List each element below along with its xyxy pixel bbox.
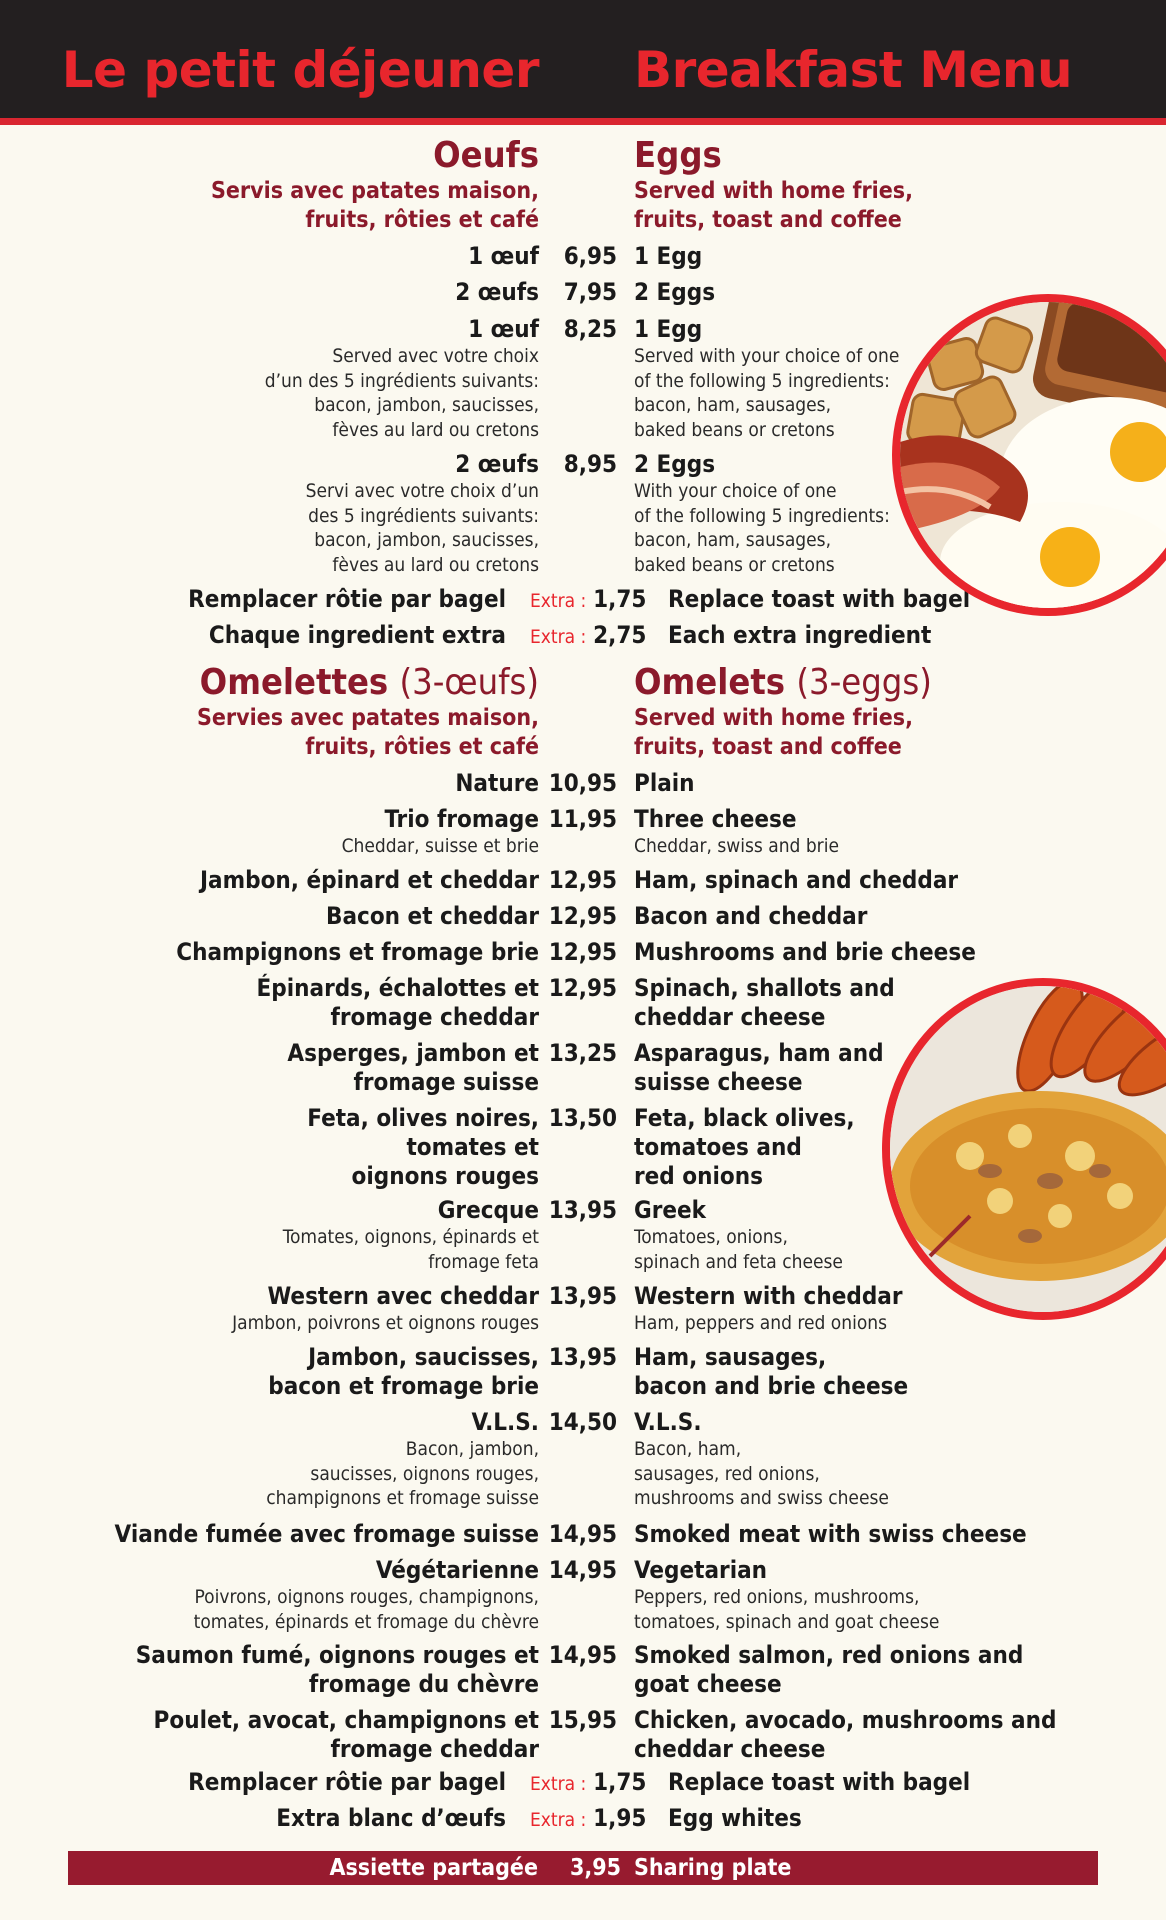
title-english: Breakfast Menu [634,41,1073,99]
item-price: 6,95 [563,242,617,270]
item-name-en: Smoked salmon, red onions and [634,1641,1024,1669]
subtitle-line: Served with home fries, [634,178,913,204]
item-name-en: Ham, sausages, [634,1343,827,1371]
item-name-fr: Épinards, échalottes et [256,974,539,1002]
item-name-en: Greek [634,1196,707,1224]
item-description-en: Served with your choice of one of the following 5 ingredients: bacon, ham, sausages, baked beans or cretons [634,345,900,441]
item-name-en: 1 Egg [634,242,703,270]
item-price: 13,25 [548,1039,617,1067]
extra-label-en: Each extra ingredient [668,621,932,649]
item-name-en: V.L.S. [634,1408,702,1436]
item-price: 12,95 [548,938,617,966]
extra-label-fr: Remplacer rôtie par bagel [188,585,506,613]
item-name-en: 2 Eggs [634,278,716,306]
item-name-fr: 2 œufs [455,450,539,478]
item-name-en: cheddar cheese [634,1003,826,1031]
item-name-fr: Viande fumée avec fromage suisse [114,1520,539,1548]
item-name-fr: tomates et [406,1133,539,1161]
item-price: 8,95 [563,450,617,478]
item-name-en: cheddar cheese [634,1735,826,1763]
item-description-fr: Jambon, poivrons et oignons rouges [232,1312,539,1334]
subtitle-line: fruits, rôties et café [305,734,539,760]
item-name-en: Vegetarian [634,1556,768,1584]
subtitle-line: Servis avec patates maison, [210,178,539,204]
eggs-plate-illustration [900,302,1166,608]
item-name-en: tomatoes and [634,1133,802,1161]
item-description-fr: Served avec votre choix d’un des 5 ingrédients suivants: bacon, jambon, saucisses, fèves au lard ou cretons [264,345,539,441]
extra-price: Extra : 1,75 [530,1768,647,1796]
extra-label-fr: Chaque ingredient extra [208,621,506,649]
item-name-fr: Jambon, saucisses, [308,1343,539,1371]
extra-label-fr: Remplacer rôtie par bagel [188,1768,506,1796]
item-name-en: goat cheese [634,1670,782,1698]
item-description-en: Tomatoes, onions, spinach and feta cheese [634,1226,843,1273]
item-description-en: With your choice of one of the following 5 ingredients: bacon, ham, sausages, baked beans or cretons [634,480,890,576]
item-description-en: Cheddar, swiss and brie [634,835,839,857]
item-description-fr: Poivrons, oignons rouges, champignons, tomates, épinards et fromage du chèvre [193,1586,539,1633]
subtitle-line: fruits, rôties et café [305,207,539,233]
extra-price: Extra : 1,75 [530,585,647,613]
section-title-fr: Oeufs [433,135,539,176]
item-name-fr: Feta, olives noires, [307,1104,539,1132]
item-price: 13,95 [548,1343,617,1371]
item-price: 13,95 [548,1196,617,1224]
omelet-plate-illustration [890,986,1166,1312]
item-name-fr: 1 œuf [468,242,539,270]
item-name-en: Bacon and cheddar [634,902,868,930]
item-name-fr: Grecque [437,1196,539,1224]
item-price: 15,95 [548,1706,617,1734]
item-price: 10,95 [548,769,617,797]
item-name-fr: bacon et fromage brie [268,1372,539,1400]
item-name-en: red onions [634,1162,763,1190]
subtitle-line: Servies avec patates maison, [196,705,539,731]
item-name-en: suisse cheese [634,1068,803,1096]
title-french: Le petit déjeuner [61,41,539,99]
item-description-en: Peppers, red onions, mushrooms, tomatoes, spinach and goat cheese [634,1586,940,1633]
extra-label-en: Egg whites [668,1804,802,1832]
item-description-fr: Servi avec votre choix d’un des 5 ingrédients suivants: bacon, jambon, saucisses, fèves au lard ou cretons [305,480,539,576]
item-description-en: Bacon, ham, sausages, red onions, mushrooms and swiss cheese [634,1438,889,1509]
omelet-photo [882,978,1166,1320]
item-name-fr: oignons rouges [351,1162,539,1190]
item-name-fr: Champignons et fromage brie [176,938,539,966]
item-price: 12,95 [548,866,617,894]
item-name-en: bacon and brie cheese [634,1372,909,1400]
item-name-en: 2 Eggs [634,450,716,478]
item-name-en: Ham, spinach and cheddar [634,866,959,894]
item-price: 14,95 [548,1520,617,1548]
item-name-en: Chicken, avocado, mushrooms and [634,1706,1057,1734]
item-name-en: Mushrooms and brie cheese [634,938,976,966]
item-name-fr: Asperges, jambon et [287,1039,539,1067]
subtitle-line: fruits, toast and coffee [634,734,902,760]
extra-label-en: Replace toast with bagel [668,585,971,613]
section-title-en: Eggs [634,135,722,176]
item-name-fr: Saumon fumé, oignons rouges et [135,1641,539,1669]
item-price: 8,25 [563,315,617,343]
item-price: 13,95 [548,1282,617,1310]
item-description-fr: Bacon, jambon, saucisses, oignons rouges, champignons et fromage suisse [266,1438,539,1509]
item-price: 12,95 [548,974,617,1002]
item-name-fr: Bacon et cheddar [326,902,539,930]
item-price: 7,95 [563,278,617,306]
item-name-fr: Western avec cheddar [267,1282,539,1310]
section-title-en: Omelets (3-eggs) [634,662,932,703]
item-description-fr: Tomates, oignons, épinards et fromage feta [282,1226,539,1273]
item-name-fr: fromage cheddar [330,1735,539,1763]
item-name-fr: V.L.S. [471,1408,539,1436]
section-title-fr: Omelettes (3-œufs) [199,662,539,703]
item-name-fr: Nature [455,769,539,797]
item-name-en: Three cheese [634,805,797,833]
item-name-en: Smoked meat with swiss cheese [634,1520,1027,1548]
footer-label-en: Sharing plate [634,1855,792,1881]
item-price: 11,95 [548,805,617,833]
item-name-fr: Poulet, avocat, champignons et [153,1706,539,1734]
extra-label-en: Replace toast with bagel [668,1768,971,1796]
item-price: 14,95 [548,1641,617,1669]
item-name-en: 1 Egg [634,315,703,343]
item-name-fr: Jambon, épinard et cheddar [200,866,539,894]
item-price: 14,50 [548,1408,617,1436]
item-price: 13,50 [548,1104,617,1132]
item-name-en: Asparagus, ham and [634,1039,884,1067]
item-name-fr: 2 œufs [455,278,539,306]
item-name-fr: Végétarienne [375,1556,539,1584]
item-name-fr: fromage cheddar [330,1003,539,1031]
item-price: 12,95 [548,902,617,930]
extra-label-fr: Extra blanc d’œufs [276,1804,506,1832]
footer-label-fr: Assiette partagée [329,1855,538,1881]
item-name-en: Feta, black olives, [634,1104,855,1132]
item-name-fr: fromage du chèvre [308,1670,539,1698]
item-name-fr: fromage suisse [353,1068,539,1096]
item-name-fr: 1 œuf [468,315,539,343]
extra-price: Extra : 2,75 [530,621,647,649]
footer-price: 3,95 [570,1855,622,1881]
extra-price: Extra : 1,95 [530,1804,647,1832]
item-name-en: Spinach, shallots and [634,974,895,1002]
menu-header [0,0,1166,125]
item-price: 14,95 [548,1556,617,1584]
item-name-en: Plain [634,769,695,797]
eggs-breakfast-photo [892,294,1166,616]
subtitle-line: fruits, toast and coffee [634,207,902,233]
sharing-plate-bar [68,1851,1098,1885]
subtitle-line: Served with home fries, [634,705,913,731]
item-name-en: Western with cheddar [634,1282,903,1310]
item-description-en: Ham, peppers and red onions [634,1312,888,1334]
item-description-fr: Cheddar, suisse et brie [341,835,539,857]
item-name-fr: Trio fromage [384,805,539,833]
